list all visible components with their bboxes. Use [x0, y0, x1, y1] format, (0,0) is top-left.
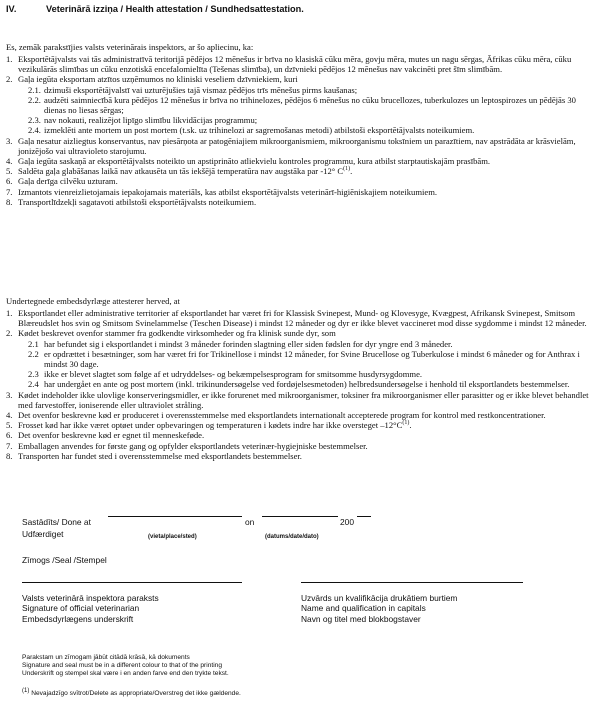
name-caption-da: Navn og titel med blokbogstaver: [301, 613, 421, 624]
signature-caption-en: Signature of official veterinarian: [22, 603, 140, 614]
attestation-item: [6, 74, 594, 135]
sub-item-number: 2.3: [28, 369, 39, 380]
item-text: Det ovenfor beskrevne kød er egnet til menneskeføde.: [18, 430, 205, 441]
date-caption: (datums/date/dato): [265, 534, 319, 540]
item-text: Det ovenfor beskrevne kød er produceret i overensstemmelse med eksportlandets internationalt accepterede program for kontrol med restkoncentrationer.: [18, 410, 546, 421]
item-text: Emballagen anvendes for første gang og opfylder eksportlandets veterinær-hygiejniske bestemmelser.: [18, 440, 368, 451]
item-number: 8.: [6, 450, 13, 461]
item-number: 2.: [6, 328, 13, 339]
item-number: 6.: [6, 430, 13, 441]
attestation-item: [6, 156, 594, 166]
sub-item: [18, 339, 594, 349]
item-number: 3.: [6, 389, 13, 400]
place-line[interactable]: [108, 516, 242, 517]
date-line[interactable]: [262, 516, 338, 517]
footnote-ref: (1): [343, 166, 351, 173]
place-caption: (vieta/place/sted): [148, 534, 197, 540]
lv-attestation-list: [6, 54, 594, 207]
item-text: Transporten har fundet sted i overensstemmelse med eksportlandets bestemmelser.: [18, 450, 302, 461]
attestation-item: [6, 430, 594, 440]
signature-caption-lv: Valsts veterinārā inspektora paraksts: [22, 593, 159, 603]
colour-note-en: Signature and seal must be in a different colour to that of the printing: [22, 662, 223, 669]
sub-list: [18, 339, 594, 390]
sub-item-number: 2.2: [28, 348, 39, 359]
sub-item-number: 2.2.: [28, 94, 41, 105]
item-text: Frosset kød har ikke været optøet under opbevaringen og temperaturen i kødets indre har ikke oversteget –12°C: [18, 420, 403, 431]
item-text: Gaļa iegūta saskaņā ar eksportētājvalsts noteikto un apstiprināto atliekvielu kontroles programmu, kura atbilst starptautiskajām prasībām.: [18, 156, 491, 167]
section-title: Veterinārā izziņa / Health attestation / Sundhedsattestation.: [46, 4, 304, 14]
on-label: on: [245, 517, 255, 527]
attestation-item: [6, 176, 594, 186]
sub-item: [18, 349, 594, 369]
attestation-item: [6, 187, 594, 197]
item-number: 4.: [6, 410, 13, 421]
attestation-item: [6, 420, 594, 430]
colour-note: [22, 654, 229, 678]
sub-item: [18, 115, 594, 125]
sub-item-text: er opdrættet i besætninger, som har været fri for Trikinellose i mindst 12 måneder, for Svine Brucellose og Tuberkulose i mindst 6 måneder og for Anthrax i mindst 30 dage.: [44, 348, 580, 370]
item-number: 3.: [6, 135, 13, 146]
item-number: 1.: [6, 54, 13, 64]
seal-label: Zīmogs /Seal /Stempel: [22, 555, 107, 565]
sub-item-number: 2.4.: [28, 125, 41, 136]
da-attestation-list: [6, 308, 594, 461]
item-text: Gaļa nesatur aizliegtus konservantus, nav piesārņota ar patogēniajiem mikroorganismiem, mikroorganismu toksīniem un parazītiem, nav apstrādāta ar krāsvielām, jonizējošo vai ultravioleto starojumu.: [18, 135, 576, 156]
item-text: Kødet indeholder ikke ulovlige konserveringsmidler, er ikke forurenet med mikroorganismer, toksiner fra mikroorganismer eller parasitter og er ikke blevet behandlet med farvestoffer, ioniserende eller ultraviolet stråling.: [18, 389, 589, 410]
footnote-text: Nevajadzīgo svītrot/Delete as appropriate/Overstreg det ikke gældende.: [31, 690, 241, 697]
footnote: [22, 687, 241, 698]
sub-item-text: izmeklēti ante mortem un post mortem (t.sk. uz trihinelozi ar sagremošanas metodi) atbilstoši eksportētājvalsts noteikumiem.: [44, 125, 475, 136]
item-number: 6.: [6, 176, 13, 187]
year-line[interactable]: [357, 516, 371, 517]
attestation-item: [6, 197, 594, 207]
attestation-item: [6, 451, 594, 461]
item-text: Saldēta gaļa glabāšanas laikā nav atkausēta un tās iekšējā temperatūra nav augstāka par -12° C: [18, 166, 344, 177]
sub-item-number: 2.4: [28, 379, 39, 390]
item-number: 7.: [6, 186, 13, 197]
name-line[interactable]: [301, 582, 523, 583]
attestation-item: [6, 441, 594, 451]
section-heading: [6, 4, 304, 14]
attestation-item: [6, 328, 594, 389]
footnote-mark: (1): [22, 687, 30, 694]
issued-label: Udfærdiget: [22, 529, 64, 539]
section-number: IV.: [6, 4, 17, 14]
sub-item-text: dzimuši eksportētājvalstī vai uzturējušies tajā vismaz pēdējos trīs mēnešus pirms kaušanas;: [44, 84, 358, 95]
item-number: 5.: [6, 420, 13, 431]
item-number: 8.: [6, 196, 13, 207]
sub-item: [18, 379, 594, 389]
lv-intro: Es, zemāk parakstījies valsts veterinārais inspektors, ar šo apliecinu, ka:: [6, 42, 254, 52]
attestation-item: [6, 54, 594, 74]
signature-caption-da: Embedsdyrlægens underskrift: [22, 613, 134, 624]
sub-item-text: nav nokauti, realizējot lipīgo slimību likvidācijas programmu;: [44, 115, 258, 126]
item-tail: .: [409, 420, 412, 431]
signature-line[interactable]: [22, 582, 242, 583]
attestation-item: [6, 136, 594, 156]
item-text: Gaļa derīga cilvēku uzturam.: [18, 176, 118, 187]
sub-item: [18, 95, 594, 115]
sub-item-number: 2.1.: [28, 84, 41, 95]
item-number: 2.: [6, 74, 13, 85]
colour-note-da: Underskrift og stempel skal være i en anden farve end den trykte tekst.: [22, 670, 229, 677]
name-caption-en: Name and qualification in capitals: [301, 603, 426, 614]
item-text: Gaļa iegūta eksportam atzītos uzņēmumos no kliniski veseliem dzīvniekiem, kuri: [18, 74, 298, 85]
sub-item-text: audzēti saimniecībā kura pēdējos 12 mēnešus ir brīva no trihinelozes, pēdējos 6 mēnešus no cūku brucellozes, tuberkulozes un leptospirozes un pēdējās 30 dienas no liesas sērgas;: [44, 94, 576, 116]
sub-item-number: 2.1: [28, 338, 39, 349]
year-label: 200: [340, 517, 354, 527]
item-text: Eksportētājvalsts vai tās administratīvā teritorijā pēdējos 12 mēnešus ir brīva no klasiskā cūku mēra, govju mēra, mutes un nagu sērgas, Āfrikas cūku mēra, cūku vezikulārās slimības un cūku enzotiskā encefalomielīta (Tešenas slimība), un dzīvnieki pēdējos 12 mēnešus nav vakcinēti pret šīm slimībām.: [18, 54, 572, 75]
sub-item-text: har befundet sig i eksportlandet i mindst 3 måneder forinden slagtning eller siden fødslen for dyr yngre end 3 måneder.: [44, 338, 453, 349]
sub-item-number: 2.3.: [28, 115, 41, 126]
sub-item: [18, 125, 594, 135]
signature-caption: [22, 593, 159, 624]
da-intro: Undertegnede embedsdyrlæge attesterer herved, at: [6, 296, 180, 306]
item-text: Eksportlandet eller administrative territorier af eksportlandet har været fri for Klassisk Svinepest, Mund- og Klovesyge, Kvægpest, Afrikansk Svinepest, Smitsom Blæreudslet hos svin og Smitsom Svinelammelse (Teschen Disease) i mindst 12 måneder og dyr er ikke blevet vaccineret mod disse sygdomme i mindst 12 måneder.: [18, 308, 587, 329]
attestation-item: [6, 308, 594, 328]
item-number: 4.: [6, 156, 13, 167]
sub-item-text: ikke er blevet slagtet som følge af et udryddelses- og bekæmpelsesprogram for smitsomme husdyrsygdomme.: [44, 369, 423, 380]
item-number: 7.: [6, 440, 13, 451]
attestation-item: [6, 390, 594, 410]
sub-item: [18, 369, 594, 379]
item-text: Kødet beskrevet ovenfor stammer fra godkendte virksomheder og fra klinisk sunde dyr, som: [18, 328, 336, 339]
item-number: 1.: [6, 308, 13, 318]
name-caption: [301, 593, 457, 624]
done-at-label: Sastādīts/ Done at: [22, 517, 91, 527]
sub-list: [18, 85, 594, 136]
item-text: Transportlīdzekļi sagatavoti atbilstoši eksportētājvalsts noteikumiem.: [18, 196, 257, 207]
attestation-item: [6, 166, 594, 176]
attestation-item: [6, 410, 594, 420]
item-text: Izmantots vienreizlietojamais iepakojamais materiāls, kas atbilst eksportētājvalsts veterinārī-higiēniskajiem noteikumiem.: [18, 186, 438, 197]
footnote-ref: (1): [402, 420, 410, 427]
colour-note-lv: Parakstam un zīmogam jābūt citādā krāsā, kā dokuments: [22, 654, 190, 661]
item-number: 5.: [6, 166, 13, 177]
sub-item-text: har undergået en ante og post mortem (inkl. trikinundersøgelse ved fordøjelsesmetoden) helbredsundersøgelse i henhold til eksportlandets bestemmelser.: [44, 379, 570, 390]
name-caption-lv: Uzvārds un kvalifikācija drukātiem burtiem: [301, 593, 458, 603]
item-tail: .: [350, 166, 353, 177]
sub-item: [18, 85, 594, 95]
